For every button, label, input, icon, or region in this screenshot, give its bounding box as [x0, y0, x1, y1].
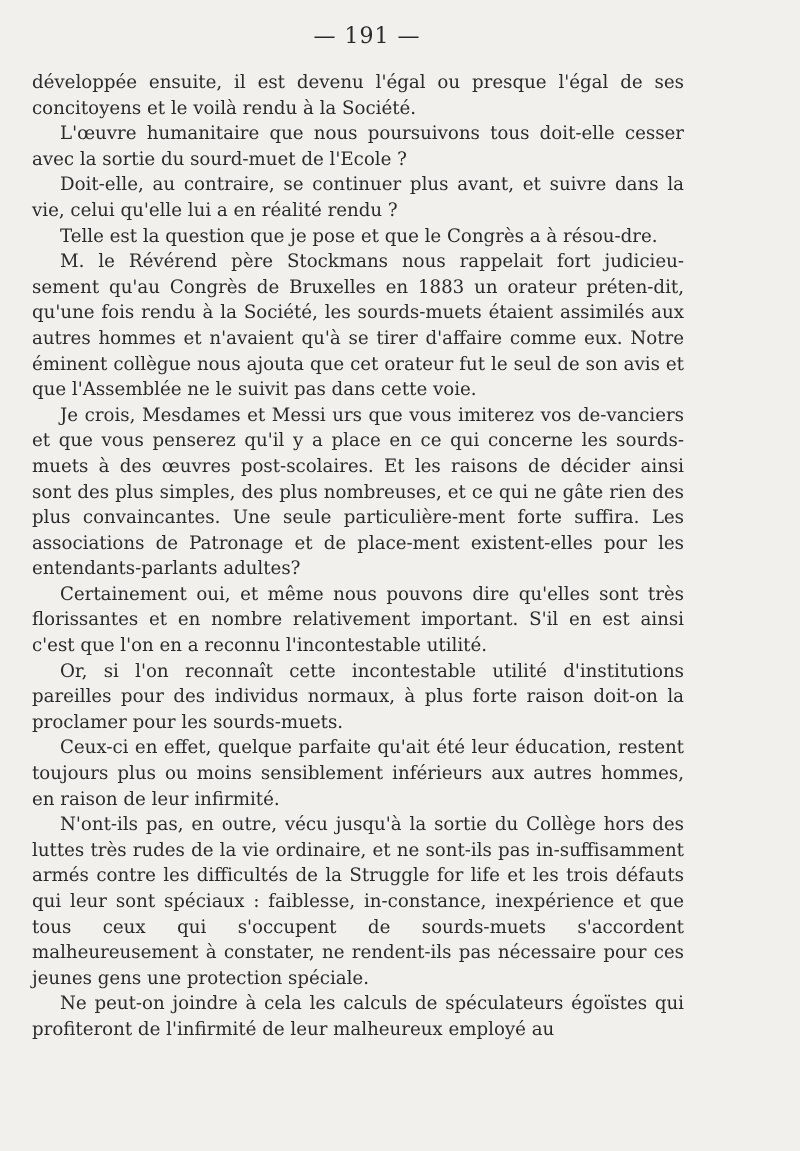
page-number: — 191 — [313, 24, 421, 49]
paragraph-7: Certainement oui, et même nous pouvons dire qu'elles sont très florissantes et en nombre relativement important. S'il en est ainsi c'est que l'on en a reconnu l'incontestable utilité. [32, 583, 684, 657]
paragraph-6: Je crois, Mesdames et Messi urs que vous imiterez vos de-vanciers et que vous penserez qu'il y a place en ce qui concerne les sourds-muets à des œuvres post-scolaires. Et les raisons de décider ainsi sont des plus simples, des plus nombreuses, et ce qui ne gâte rien des plus convaincantes. Une seule particulière-ment forte suffira. Les associations de Patronage et de place-ment existent-elles pour les entendants-parlants adultes? [32, 404, 684, 580]
paragraph-1: développée ensuite, il est devenu l'égal ou presque l'égal de ses concitoyens et le voilà rendu à la Société. [32, 72, 684, 119]
paragraph-10: N'ont-ils pas, en outre, vécu jusqu'à la sortie du Collège hors des luttes très rudes de la vie ordinaire, et ne sont-ils pas in-suffisamment armés contre les difficultés de la Struggle for life et les trois défauts qui leur sont spéciaux : faiblesse, in-constance, inexpérience et que tous ceux qui s'occupent de sourds-muets s'accordent malheureusement à constater, ne rendent-ils pas nécessaire pour ces jeunes gens une protection spéciale. [32, 814, 684, 989]
body-text [32, 70, 684, 1043]
paragraph-8: Or, si l'on reconnaît cette incontestable utilité d'institutions pareilles pour des individus normaux, à plus forte raison doit-on la proclamer pour les sourds-muets. [32, 660, 684, 733]
paragraph-5: M. le Révérend père Stockmans nous rappelait fort judicieu-sement qu'au Congrès de Bruxelles en 1883 un orateur préten-dit, qu'une fois rendu à la Société, les sourds-muets étaient assimilés aux autres hommes et n'avaient qu'à se tirer d'affaire comme eux. Notre éminent collègue nous ajouta que cet orateur fut le seul de son avis et que l'Assemblée ne le suivit pas dans cette voie. [32, 251, 684, 401]
paragraph-3: Doit-elle, au contraire, se continuer plus avant, et suivre dans la vie, celui qu'elle lui a en réalité rendu ? [32, 174, 684, 221]
paragraph-9: Ceux-ci en effet, quelque parfaite qu'ait été leur éducation, restent toujours plus ou moins sensiblement inférieurs aux autres hommes, en raison de leur infirmité. [32, 737, 684, 810]
paragraph-11: Ne peut-on joindre à cela les calculs de spéculateurs égoïstes qui profiteront de l'infirmité de leur malheureux employé au [32, 993, 684, 1040]
paragraph-2: L'œuvre humanitaire que nous poursuivons tous doit-elle cesser avec la sortie du sourd-muet de l'Ecole ? [32, 123, 684, 170]
paragraph-4: Telle est la question que je pose et que le Congrès a à résou-dre. [60, 225, 658, 247]
